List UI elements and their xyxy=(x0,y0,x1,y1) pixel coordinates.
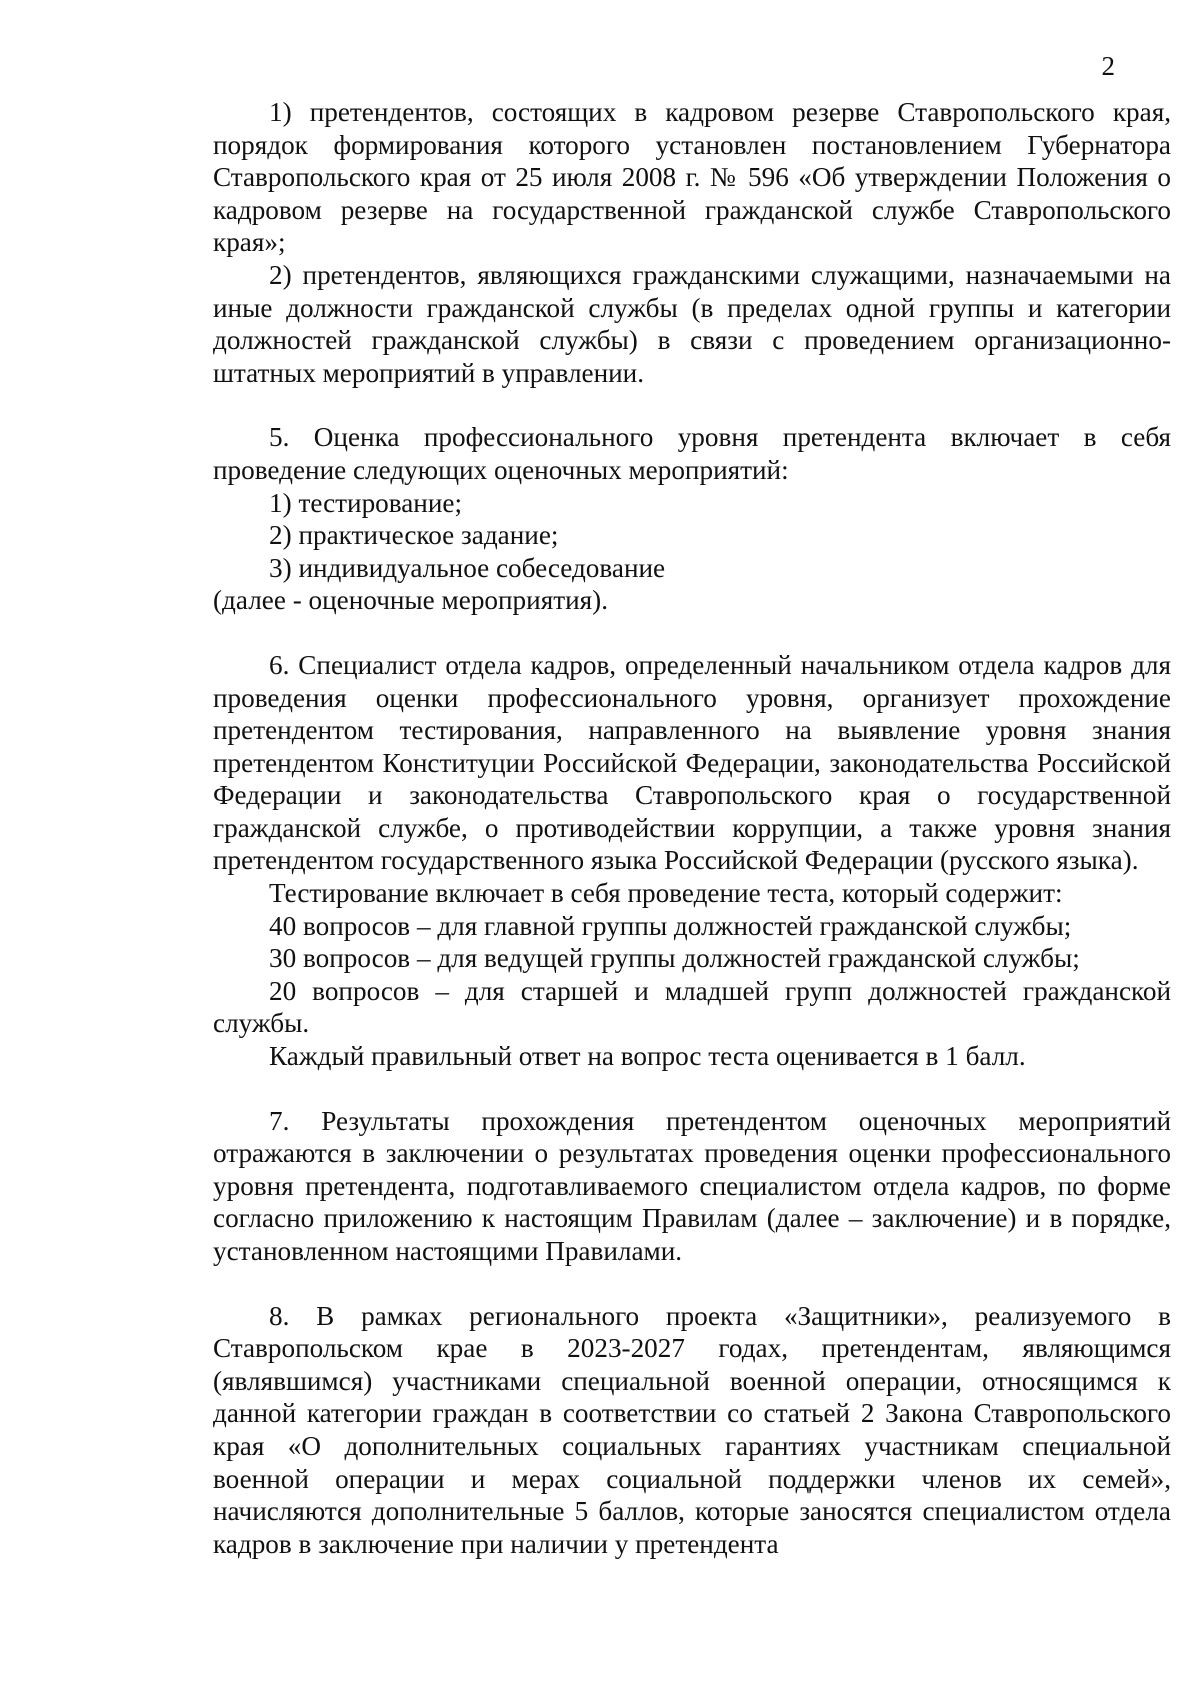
paragraph-item-2: 2) претендентов, являющихся гражданскими служащими, назначаемыми на иные должности гражданской службы (в пределах одной группы и категории должностей гражданской службы) в связи с проведением организационно-штатных мероприятий в управлении. xyxy=(213,259,1171,388)
paragraph-6: 6. Специалист отдела кадров, определенный начальником отдела кадров для проведения оценки профессионального уровня, организует прохождение претендентом тестирования, направленного на выявление уровня знания претендентом Конституции Российской Федерации, законодательства Российской Федерации и законодательства Ставропольского края о государственной гражданской службе, о противодействии коррупции, а также уровня знания претендентом государственного языка Российской Федерации (русского языка). xyxy=(213,649,1171,876)
paragraph-definition: (далее - оценочные мероприятия). xyxy=(213,585,608,616)
list-item-20-questions: 20 вопросов – для старшей и младшей групп должностей гражданской службы. xyxy=(213,975,1171,1039)
paragraph-gap xyxy=(213,1268,1171,1300)
list-item-testing: 1) тестирование; xyxy=(269,487,463,518)
paragraph-gap xyxy=(213,617,1171,649)
list-item-practical-task: 2) практическое задание; xyxy=(269,520,559,551)
paragraph-scoring: Каждый правильный ответ на вопрос теста оценивается в 1 балл. xyxy=(269,1041,1026,1072)
list-item-interview: 3) индивидуальное собеседование xyxy=(269,552,666,583)
paragraph-8: 8. В рамках регионального проекта «Защитники», реализуемого в Ставропольском крае в 2023-2027 годах, претендентам, являющимся (являвшимся) участниками специальной военной операции, относящимся к данной категории граждан в соответствии со статьей 2 Закона Ставропольского края «О дополнительных социальных гарантиях участникам специальной военной операции и мерах социальной поддержки членов их семей», начисляются дополнительные 5 баллов, которые заносятся специалистом отдела кадров в заключение при наличии у претендента xyxy=(213,1300,1171,1559)
document-body xyxy=(213,96,1171,1560)
page-number: 2 xyxy=(1101,51,1115,81)
list-item-40-questions: 40 вопросов – для главной группы должностей гражданской службы; xyxy=(269,910,1072,941)
paragraph-test-contents: Тестирование включает в себя проведение теста, который содержит: xyxy=(269,878,1063,909)
list-item-30-questions: 30 вопросов – для ведущей группы должностей гражданской службы; xyxy=(269,943,1080,974)
paragraph-gap xyxy=(213,1073,1171,1105)
paragraph-gap xyxy=(213,389,1171,421)
paragraph-7: 7. Результаты прохождения претендентом оценочных мероприятий отражаются в заключении о результатах проведения оценки профессионального уровня претендента, подготавливаемого специалистом отдела кадров, по форме согласно приложению к настоящим Правилам (далее – заключение) и в порядке, установленном настоящими Правилами. xyxy=(213,1105,1171,1266)
paragraph-item-1: 1) претендентов, состоящих в кадровом резерве Ставропольского края, порядок формирования которого установлен постановлением Губернатора Ставропольского края от 25 июля 2008 г. № 596 «Об утверждении Положения о кадровом резерве на государственной гражданской службе Ставропольского края»; xyxy=(213,97,1171,258)
paragraph-5: 5. Оценка профессионального уровня претендента включает в себя проведение следующих оценочных мероприятий: xyxy=(213,422,1171,485)
